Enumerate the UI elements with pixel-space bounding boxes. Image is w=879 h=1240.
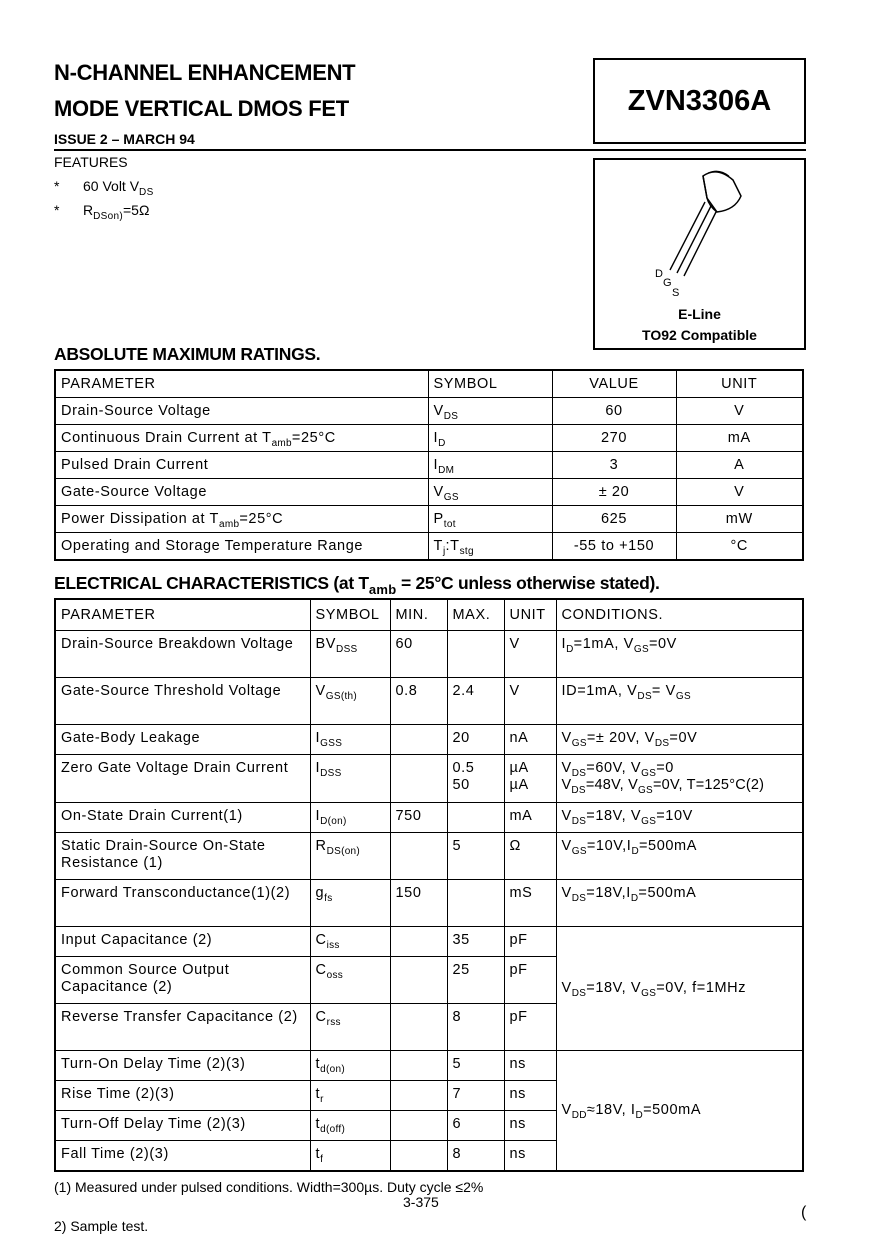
switching-condition-cell: $V_{DD}\approx 18V$, $I_D=500mA$ — [556, 1051, 803, 1171]
symbol-cell: $V_{GS}$ — [428, 479, 552, 506]
param-cell: Power Dissipation at $T_{amb}=25^\circ C$ — [55, 506, 428, 533]
symbol-cell: $V_{DS}$ — [428, 398, 552, 425]
min-cell — [390, 755, 447, 803]
min-cell: 0.8 — [390, 678, 447, 725]
param-cell: Drain-Source Voltage — [55, 398, 428, 425]
table-row — [55, 678, 803, 725]
header-cell: VALUE — [552, 370, 676, 398]
header-cell: SYMBOL — [428, 370, 552, 398]
symbol-cell: $I_{D(on)}$ — [310, 803, 390, 833]
min-cell — [390, 1051, 447, 1081]
param-cell: Common Source Output Capacitance (2) — [55, 957, 310, 1004]
max-cell: 8 — [447, 1004, 504, 1051]
header-cell: UNIT — [504, 599, 556, 631]
param-cell: Gate-Source Voltage — [55, 479, 428, 506]
header-cell: PARAMETER — [55, 370, 428, 398]
symbol-cell: $g_{fs}$ — [310, 880, 390, 927]
param-cell: Gate-Source Threshold Voltage — [55, 678, 310, 725]
value-cell: 60 — [552, 398, 676, 425]
param-cell: Rise Time (2)(3) — [55, 1081, 310, 1111]
condition-cell: $V_{DS}=18V,I_D=500mA$ — [556, 880, 803, 927]
param-cell: Input Capacitance (2) — [55, 927, 310, 957]
min-cell: 150 — [390, 880, 447, 927]
elec-table — [54, 598, 804, 1172]
features-heading: FEATURES — [54, 154, 128, 170]
symbol-cell: $R_{DS(on)}$ — [310, 833, 390, 880]
unit-cell: mW — [676, 506, 803, 533]
min-cell — [390, 1081, 447, 1111]
param-cell: Reverse Transfer Capacitance (2) — [55, 1004, 310, 1051]
symbol-cell: $I_{GSS}$ — [310, 725, 390, 755]
min-cell: 750 — [390, 803, 447, 833]
capacitance-condition-cell: $V_{DS}=18V$, $V_{GS}=0V$, f=1MHz — [556, 927, 803, 1051]
feature-text: 60 Volt V — [83, 178, 140, 194]
param-cell: Forward Transconductance(1)(2) — [55, 880, 310, 927]
unit-cell: °C — [676, 533, 803, 561]
table-row — [55, 479, 803, 506]
table-row — [55, 533, 803, 561]
package-caption-1: E-Line — [678, 306, 721, 322]
table-row — [55, 755, 803, 803]
value-cell: 625 — [552, 506, 676, 533]
unit-cell: mS — [504, 880, 556, 927]
max-cell: 5 — [447, 1051, 504, 1081]
footnote-2: 2) Sample test. — [54, 1218, 149, 1234]
min-cell: 60 — [390, 631, 447, 678]
symbol-cell: $I_{DM}$ — [428, 452, 552, 479]
max-cell: 35 — [447, 927, 504, 957]
unit-cell: ns — [504, 1081, 556, 1111]
table-row — [55, 833, 803, 880]
max-cell: 20 — [447, 725, 504, 755]
unit-cell: nA — [504, 725, 556, 755]
max-cell — [447, 803, 504, 833]
max-cell: 0.5 50 — [447, 755, 504, 803]
param-cell: Continuous Drain Current at $T_{amb}=25^\circ C$ — [55, 425, 428, 452]
unit-cell: V — [504, 631, 556, 678]
header-cell: UNIT — [676, 370, 803, 398]
param-cell: Fall Time (2)(3) — [55, 1141, 310, 1171]
table-row — [55, 452, 803, 479]
bullet: * — [54, 202, 60, 218]
part-number-box — [593, 58, 806, 144]
header-cell: CONDITIONS. — [556, 599, 803, 631]
symbol-cell: $P_{tot}$ — [428, 506, 552, 533]
max-cell: 2.4 — [447, 678, 504, 725]
max-cell: 25 — [447, 957, 504, 1004]
table-row — [55, 398, 803, 425]
param-cell: Turn-Off Delay Time (2)(3) — [55, 1111, 310, 1141]
title-line-1: N-CHANNEL ENHANCEMENT — [54, 60, 356, 85]
part-number: ZVN3306A — [627, 84, 772, 117]
abs-max-title: ABSOLUTE MAXIMUM RATINGS. — [54, 344, 321, 364]
max-cell: 6 — [447, 1111, 504, 1141]
unit-cell: pF — [504, 927, 556, 957]
min-cell — [390, 957, 447, 1004]
edge-mark: ( — [801, 1204, 807, 1221]
max-cell: 8 — [447, 1141, 504, 1171]
symbol-cell: $t_r$ — [310, 1081, 390, 1111]
value-cell: 3 — [552, 452, 676, 479]
symbol-cell: $t_{d(on)}$ — [310, 1051, 390, 1081]
min-cell — [390, 1004, 447, 1051]
param-cell: Pulsed Drain Current — [55, 452, 428, 479]
symbol-cell: $t_f$ — [310, 1141, 390, 1171]
issue-date: ISSUE 2 – MARCH 94 — [54, 131, 195, 147]
value-cell: ± 20 — [552, 479, 676, 506]
unit-cell: V — [676, 398, 803, 425]
table-row — [55, 927, 803, 957]
param-cell: Operating and Storage Temperature Range — [55, 533, 428, 561]
condition-cell: $V_{DS}=18V$, $V_{GS}=10V$ — [556, 803, 803, 833]
param-cell: Turn-On Delay Time (2)(3) — [55, 1051, 310, 1081]
param-cell: Gate-Body Leakage — [55, 725, 310, 755]
feature-text: R — [83, 202, 94, 218]
param-cell: On-State Drain Current(1) — [55, 803, 310, 833]
table-row — [55, 725, 803, 755]
unit-cell: A — [676, 452, 803, 479]
table-row — [55, 1051, 803, 1081]
title-line-2: MODE VERTICAL DMOS FET — [54, 96, 349, 121]
header-cell: MAX. — [447, 599, 504, 631]
min-cell — [390, 725, 447, 755]
package-box — [593, 158, 806, 350]
table-row — [55, 803, 803, 833]
elec-title: ELECTRICAL CHARACTERISTICS (at $T_{amb} = 25^\circ C$ unless otherwise stated). — [54, 573, 660, 597]
table-row — [55, 880, 803, 927]
condition-cell: $V_{GS}=\pm 20V$, $V_{DS}=0V$ — [556, 725, 803, 755]
symbol-cell: $I_D$ — [428, 425, 552, 452]
unit-cell: ns — [504, 1051, 556, 1081]
footnote-1: (1) Measured under pulsed conditions. Width=300µs. Duty cycle ≤2% — [54, 1179, 484, 1195]
symbol-cell: $C_{iss}$ — [310, 927, 390, 957]
unit-cell: pF — [504, 957, 556, 1004]
unit-cell: mA — [504, 803, 556, 833]
condition-cell: $V_{DS}=60V$, $V_{GS}=0$ $V_{DS}=48V$, $V_{GS}=0V$, T=125°C(2) — [556, 755, 803, 803]
symbol-cell: $I_{DSS}$ — [310, 755, 390, 803]
feature-sub: DSon) — [93, 211, 123, 222]
table-row — [55, 425, 803, 452]
param-cell: Static Drain-Source On-State Resistance (1) — [55, 833, 310, 880]
feature-tail: =5Ω — [122, 202, 150, 218]
symbol-cell: $T_j:T_{stg}$ — [428, 533, 552, 561]
symbol-cell: $t_{d(off)}$ — [310, 1111, 390, 1141]
unit-cell: ns — [504, 1141, 556, 1171]
unit-cell: V — [504, 678, 556, 725]
bullet: * — [54, 178, 60, 194]
unit-cell: µA µA — [504, 755, 556, 803]
symbol-cell: $C_{oss}$ — [310, 957, 390, 1004]
table-header-row — [55, 370, 803, 398]
max-cell: 5 — [447, 833, 504, 880]
abs-max-table — [54, 369, 804, 561]
unit-cell: mA — [676, 425, 803, 452]
header-rule — [54, 149, 806, 151]
pin-s-label: S — [672, 287, 680, 299]
feature-sub: DS — [139, 187, 154, 198]
condition-cell: ID=1mA, $V_{DS}= V_{GS}$ — [556, 678, 803, 725]
param-cell: Zero Gate Voltage Drain Current — [55, 755, 310, 803]
pin-d-label: D — [655, 268, 663, 280]
unit-cell: V — [676, 479, 803, 506]
symbol-cell: $BV_{DSS}$ — [310, 631, 390, 678]
page-number: 3-375 — [403, 1194, 439, 1210]
min-cell — [390, 1111, 447, 1141]
value-cell: 270 — [552, 425, 676, 452]
package-caption-2: TO92 Compatible — [642, 327, 757, 343]
unit-cell: ns — [504, 1111, 556, 1141]
header-cell: MIN. — [390, 599, 447, 631]
header-cell: SYMBOL — [310, 599, 390, 631]
param-cell: Drain-Source Breakdown Voltage — [55, 631, 310, 678]
table-row — [55, 631, 803, 678]
unit-cell: Ω — [504, 833, 556, 880]
table-header-row — [55, 599, 803, 631]
min-cell — [390, 927, 447, 957]
table-row — [55, 506, 803, 533]
unit-cell: pF — [504, 1004, 556, 1051]
header-cell: PARAMETER — [55, 599, 310, 631]
max-cell: 7 — [447, 1081, 504, 1111]
feature-item-1 — [54, 178, 154, 198]
max-cell — [447, 880, 504, 927]
min-cell — [390, 1141, 447, 1171]
symbol-cell: $C_{rss}$ — [310, 1004, 390, 1051]
value-cell: -55 to +150 — [552, 533, 676, 561]
symbol-cell: $V_{GS(th)}$ — [310, 678, 390, 725]
condition-cell: $V_{GS}=10V,I_D=500mA$ — [556, 833, 803, 880]
pin-g-label: G — [663, 277, 672, 289]
min-cell — [390, 833, 447, 880]
max-cell — [447, 631, 504, 678]
condition-cell: $I_D=1mA$, $V_{GS}=0V$ — [556, 631, 803, 678]
